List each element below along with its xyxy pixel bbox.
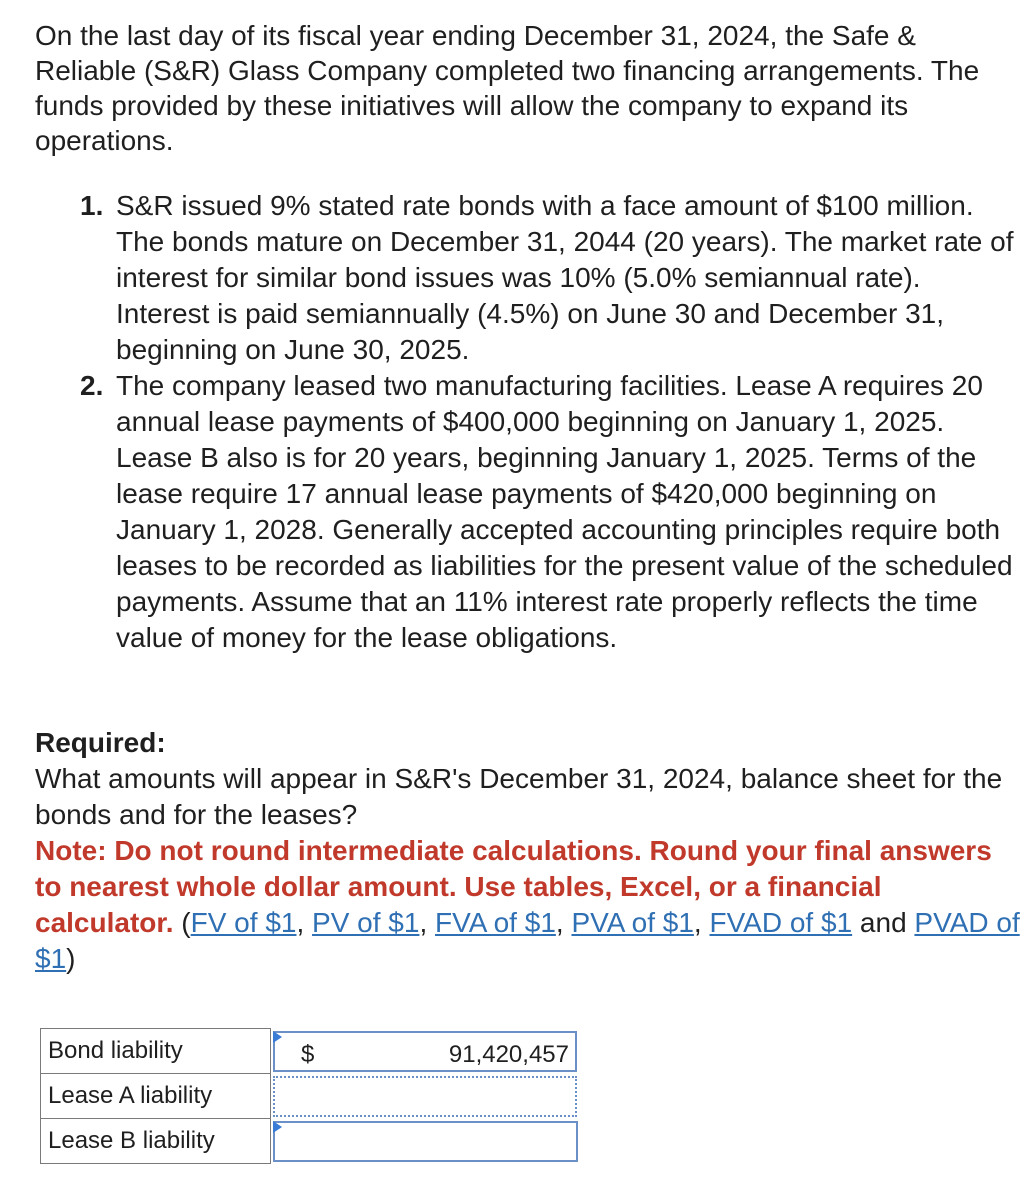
table-links [35, 907, 1020, 974]
row-label-bond: Bond liability [41, 1029, 271, 1074]
answer-table [40, 1028, 578, 1164]
required-heading: Required: [35, 727, 166, 758]
open-paren: ( [181, 907, 191, 938]
list-item [80, 368, 1020, 656]
link-pva[interactable]: PVA of $1 [571, 907, 694, 938]
table-row [41, 1029, 578, 1074]
table-row [41, 1119, 578, 1164]
list-item [80, 188, 1020, 368]
link-pv[interactable]: PV of $1 [312, 907, 420, 938]
lease-b-liability-input[interactable] [273, 1121, 578, 1162]
problem-intro: On the last day of its fiscal year ending December 31, 2024, the Safe & Reliable (S&R) Glass Company completed two financing arrangements. The funds provided by these initiatives will allow the company to expand its operations. [35, 20, 980, 156]
table-row [41, 1074, 578, 1119]
problem-items [80, 188, 1020, 656]
row-label-lease-b: Lease B liability [41, 1119, 271, 1164]
item-number: 2. [80, 370, 104, 401]
bond-liability-cell [271, 1029, 578, 1074]
separator: , [693, 907, 710, 938]
separator: , [296, 907, 313, 938]
close-paren: ) [66, 943, 76, 974]
bond-liability-value: 91,420,457 [448, 1040, 569, 1068]
and-text: and [852, 907, 915, 938]
flag-icon [273, 1031, 282, 1043]
row-label-lease-a: Lease A liability [41, 1074, 271, 1119]
link-fvad[interactable]: FVAD of $1 [709, 907, 853, 938]
item-number: 1. [80, 190, 104, 221]
item-text: The company leased two manufacturing facilities. Lease A requires 20 annual lease payments of $400,000 beginning on January 1, 2025. Lease B also is for 20 years, beginning January 1, 2025. Terms of the lease require 17 annual lease payments of $420,000 beginning on January 1, 2028. Generally accepted accounting principles require both leases to be recorded as liabilities for the present value of the scheduled payments. Assume that an 11% interest rate properly reflects the time value of money for the lease obligations. [116, 370, 1013, 653]
required-question: What amounts will appear in S&R's December 31, 2024, balance sheet for the bonds and for the leases? [35, 763, 1003, 830]
separator: , [555, 907, 572, 938]
link-pvad[interactable]: PVAD of $1 [35, 907, 1020, 974]
lease-a-liability-input[interactable] [273, 1076, 577, 1117]
link-fva[interactable]: FVA of $1 [435, 907, 556, 938]
lease-b-liability-cell [271, 1119, 578, 1164]
bond-liability-input[interactable] [273, 1031, 577, 1072]
required-section [35, 725, 1020, 977]
instruction-note [35, 833, 1020, 977]
note-text: Note: Do not round intermediate calculations. Round your final answers to nearest whole dollar amount. Use tables, Excel, or a financial calculator. [35, 835, 992, 938]
item-text: S&R issued 9% stated rate bonds with a face amount of $100 million. The bonds mature on December 31, 2044 (20 years). The market rate of interest for similar bond issues was 10% (5.0% semiannual rate). Interest is paid semiannually (4.5%) on June 30 and December 31, beginning on June 30, 2025. [116, 190, 1014, 365]
flag-icon [273, 1121, 282, 1133]
currency-symbol: $ [301, 1040, 315, 1068]
separator: , [419, 907, 435, 938]
link-fv[interactable]: FV of $1 [190, 907, 297, 938]
lease-a-liability-cell [271, 1074, 578, 1119]
